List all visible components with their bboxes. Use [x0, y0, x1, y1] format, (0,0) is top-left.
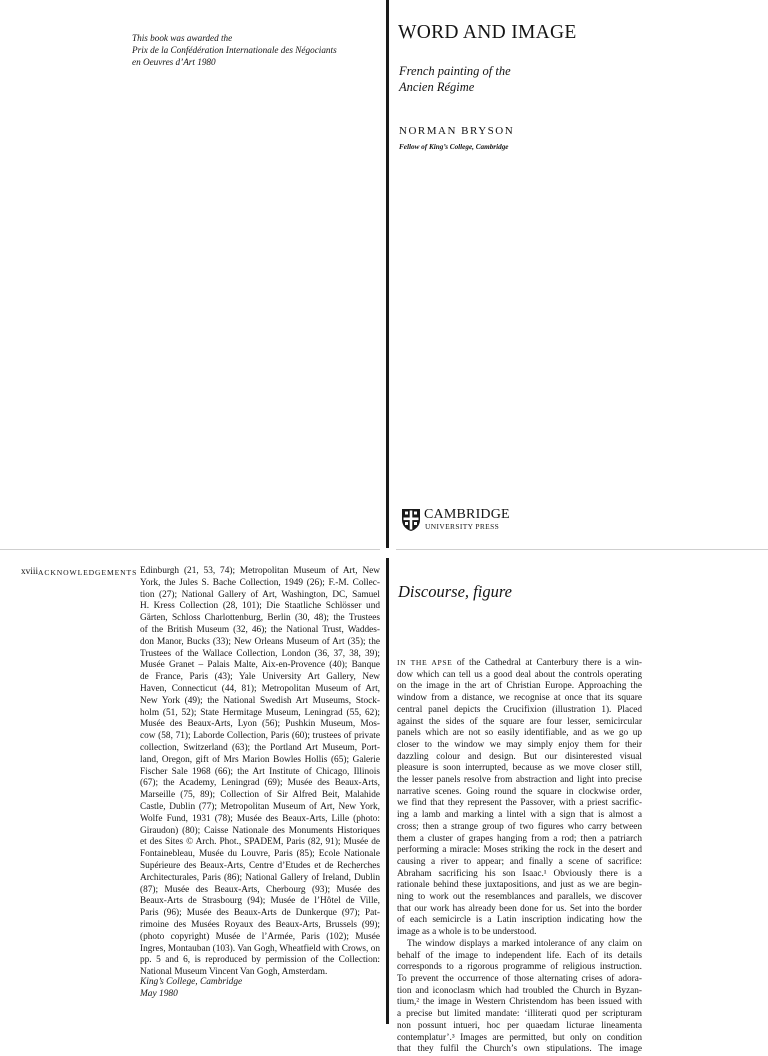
text-line: Paris (96); Musée des Beaux-Arts de Dunkerque (97); Pat- — [140, 908, 380, 919]
text-line: image as a whole is to be understood. — [397, 927, 537, 938]
text-line — [397, 657, 642, 670]
text-line: Giraudon) (80); Caisse Nationale des Monuments Historiques — [140, 825, 380, 836]
text-line: of the British Museum (32, 46); the National Trust, Waddes- — [140, 624, 380, 635]
text-line: performing a miracle: Moses striking the rock in the desert and — [397, 845, 642, 856]
chapter-title: Discourse, figure — [398, 582, 512, 601]
text-line: (photo copyright) Musée de l’Armée, Paris (102); Musée — [140, 931, 380, 942]
text-line: Edinburgh (21, 53, 74); Metropolitan Museum of Art, New — [140, 566, 380, 576]
award-note — [132, 33, 377, 68]
text-line: holm (51, 52); State Hermitage Museum, Leningrad (55, 62); — [140, 707, 380, 718]
author-name: NORMAN BRYSON — [399, 125, 515, 137]
text-line: tium,² the image in Western Christendom has been issued with — [397, 997, 642, 1008]
text-line: Fischer Sale 1968 (66); the Art Institute of Chicago, Illinois — [140, 766, 380, 777]
book-title: WORD AND IMAGE — [398, 22, 577, 43]
text-line: The window displays a marked intolerance of any claim on — [407, 938, 642, 949]
signoff-date: May 1980 — [140, 988, 178, 999]
text-line: Abraham sacrificing his son Isaac.¹ Obviously there is a — [397, 868, 642, 879]
text-line: against the sides of the square are four lesser, semicircular — [397, 716, 642, 727]
text-line: a precise but limited mandate: ‘illiterati quod per scripturam — [397, 1009, 642, 1020]
text-line: To prevent the occurrence of those alternating crises of adora- — [397, 973, 642, 984]
text-line: collection, Switzerland (63); the Portland Art Museum, Port- — [140, 742, 380, 753]
text-line: ning to work out the resemblances and parallels, we discover — [397, 892, 642, 903]
text-line: ing a lamb and marking a lintel with a sign that is almost a — [397, 810, 642, 821]
text-line: of each semicircle is a Latin inscription indicating how the — [397, 915, 642, 926]
text-line: Marseille (75, 89); Collection of Sir Alfred Beit, Malahide — [140, 790, 380, 801]
text-line: cow (58, 71); Laborde Collection, Paris (60); trustees of private — [140, 731, 380, 742]
publisher-imprint — [401, 507, 541, 533]
text-line: H. Kress Collection (28, 101); Die Staatliche Schlösser und — [140, 601, 380, 612]
text-line: pp. 5 and 6, is reproduced by permission of the Collection: — [140, 955, 380, 966]
text-line: National Museum Vincent Van Gogh, Amsterdam. — [140, 967, 328, 978]
text-line: that they fulfil the Church’s own stipulations. The image — [397, 1044, 642, 1055]
opening-smallcaps: IN THE APSE — [397, 658, 453, 667]
award-note-line: This book was awarded the — [132, 33, 233, 43]
text-line: non possunt intueri, hoc per quaedam licturae lineamenta — [397, 1020, 642, 1031]
page-seam — [380, 548, 396, 558]
text-line: them a cluster of grapes hanging from a rod; then a patriarch — [397, 833, 642, 844]
text-line: narrative scenes. Going round the square in clockwise order, — [397, 786, 642, 797]
text-line: behalf of the image to independent life. Each of its details — [397, 950, 642, 961]
text-line: Castle, Dublin (77); Metropolitan Museum of Art, New York, — [140, 801, 380, 812]
page-number: xviii — [21, 567, 39, 577]
subtitle-line: French painting of the — [399, 64, 511, 78]
text-line: window from a distance, we recognise at once that its square — [397, 693, 642, 704]
text-line: Beaux-Arts de Strasbourg (94); Musée de l’Hôtel de Ville, — [140, 896, 380, 907]
text-line: we find that they represent the Passover, with a priest sacrific- — [397, 798, 642, 809]
publisher-name: CAMBRIDGE — [424, 507, 510, 522]
text-line: pleasure is soon interrupted, because as we move closer still, — [397, 763, 642, 774]
text-line: (67); the Academy, Leningrad (69); Musée des Beaux-Arts, — [140, 778, 380, 789]
scan-edge-right — [396, 549, 768, 550]
text-line: tion (27); National Gallery of Art, Washington, DC, Samuel — [140, 589, 380, 600]
acknowledgements-signoff — [140, 977, 242, 1000]
university-shield-icon — [401, 508, 421, 532]
text-line: central panel depicts the Crucifixion (illustration 1). Placed — [397, 704, 642, 715]
running-head: ACKNOWLEDGEMENTS — [38, 568, 138, 577]
text-line: Fontainebleau, Musée du Louvre, Paris (85); Ecole Nationale — [140, 849, 380, 860]
text-line: de France, Paris (43); Yale University Art Gallery, New — [140, 672, 380, 683]
text-line: Musée des Beaux-Arts, Lyon (56); Pushkin Museum, Mos- — [140, 719, 380, 730]
text-line: York, the Jules S. Bache Collection, 1949 (26); F.-M. Collec- — [140, 577, 380, 588]
award-note-line: en Oeuvres d’Art 1980 — [132, 56, 216, 67]
text-line: that our work has already been done for us. Set into the border — [397, 903, 642, 914]
text-line: Musée Granet – Palais Malte, Aix-en-Provence (40); Banque — [140, 660, 380, 671]
text-line: New York (49); the National Swedish Art Museums, Stock- — [140, 695, 380, 706]
acknowledgements-text — [140, 566, 380, 979]
text-line: land, Oregon, gift of Mrs Marion Bowles Hollis (65); Galerie — [140, 754, 380, 765]
text-line: don Manor, Bucks (33); New Orleans Museum of Art (35); the — [140, 636, 380, 647]
text-line: dow which can tell us a good deal about the controls operating — [397, 669, 642, 680]
first-line-rest: of the Cathedral at Canterbury there is a win- — [452, 658, 643, 668]
text-line: Gärten, Schloss Charlottenburg, Berlin (30, 48); the Trustees — [140, 613, 380, 624]
text-line: et des Sites © Arch. Phot., SPADEM, Paris (82, 91); Musée de — [140, 837, 380, 848]
text-line: Architecturales, Paris (86); National Gallery of Ireland, Dublin — [140, 872, 380, 883]
text-line: closer to the window we may simply enjoy them for their — [397, 739, 642, 750]
author-affiliation: Fellow of King’s College, Cambridge — [399, 143, 509, 151]
text-line: Supérieure des Beaux-Arts, Centre d’Etudes et de Recherches — [140, 860, 380, 871]
text-line: rimoine des Musées Royaux des Beaux-Arts, Brussels (99); — [140, 919, 380, 930]
text-line: causing a river to appear; and finally a scene of sacrifice: — [397, 856, 642, 867]
text-line: on the image in the art of Christian Europe. Approaching the — [397, 681, 642, 692]
subtitle-line: Ancien Régime — [399, 79, 475, 94]
signoff-place: King’s College, Cambridge — [140, 977, 243, 987]
text-line: corresponds to a rigorous programme of religious instruction. — [397, 962, 642, 973]
book-subtitle — [399, 64, 599, 95]
text-line: cross; then a strange group of two figures who carry between — [397, 821, 642, 832]
text-line: the lesser panels resolve from abstraction and light into precise — [397, 775, 642, 786]
text-line: Trustees of the Wallace Collection, London (36, 37, 38, 39); — [140, 648, 380, 659]
text-line: Ingres, Montauban (103). Van Gogh, Wheatfield with Crows, on — [140, 943, 380, 954]
text-line: panels which are not so easily identifiable, and as we go up — [397, 728, 642, 739]
scan-edge-left — [0, 549, 380, 550]
text-line: contemplatur’.³ Images are permitted, but only on condition — [397, 1032, 642, 1043]
text-line: dazzling colour and design. But our disinterested visual — [397, 751, 642, 762]
text-line: (87); Musée des Beaux-Arts, Cherbourg (93); Musée des — [140, 884, 380, 895]
text-line: Haven, Connecticut (44, 81); Metropolitan Museum of Art, — [140, 683, 380, 694]
award-note-line: Prix de la Confédération Internationale des Négociants — [132, 44, 337, 55]
publisher-subname: UNIVERSITY PRESS — [425, 522, 500, 531]
text-line: Wolfe Fund, 1931 (78); Musée des Beaux-Arts, Lille (photo: — [140, 813, 380, 824]
book-gutter — [386, 0, 389, 1024]
text-line: rationale behind these juxtapositions, and just as we are begin- — [397, 880, 642, 891]
chapter-body — [397, 657, 642, 1056]
text-line: tion and iconoclasm which had troubled the Church in Byzan- — [397, 985, 642, 996]
